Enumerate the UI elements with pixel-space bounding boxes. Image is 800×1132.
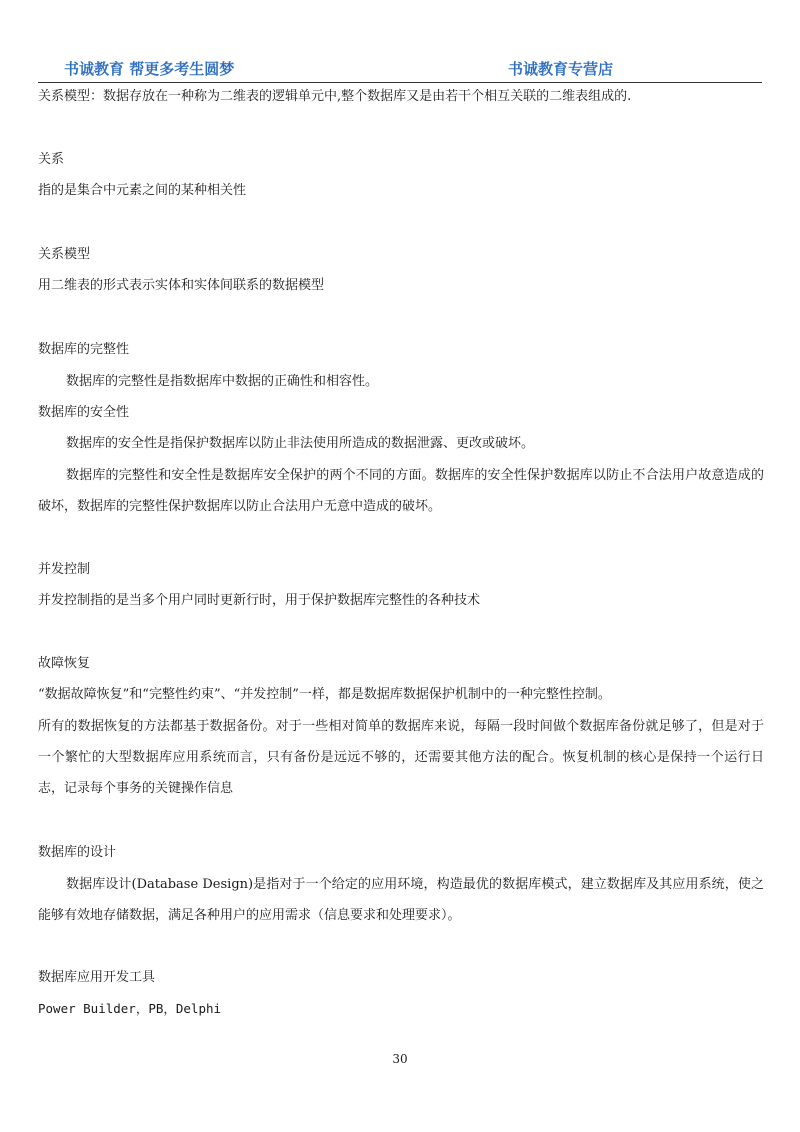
security-heading: 数据库的安全性 xyxy=(38,405,130,420)
tools-heading: 数据库应用开发工具 xyxy=(38,970,156,985)
header-slogan: 书诚教育 帮更多考生圆梦 xyxy=(64,60,235,78)
design-heading: 数据库的设计 xyxy=(38,845,117,860)
recovery-heading: 故障恢复 xyxy=(38,656,91,671)
security-text: 数据库的安全性是指保护数据库以防止非法使用所造成的数据泄露、更改或破坏。 xyxy=(66,436,535,451)
page-number: 30 xyxy=(392,1052,408,1066)
header-store-name: 书诚教育专营店 xyxy=(508,60,614,78)
concurrency-text: 并发控制指的是当多个用户同时更新行时，用于保护数据库完整性的各种技术 xyxy=(38,593,481,608)
integrity-security-comparison: 数据库的完整性和安全性是数据库安全保护的两个不同的方面。数据库的安全性保护数据库以防止不合法用户故意造成的破坏，数据库的完整性保护数据库以防止合法用户无意中造成的破坏。 xyxy=(38,468,764,514)
model-text: 用二维表的形式表示实体和实体间联系的数据模型 xyxy=(38,278,325,293)
page-header xyxy=(38,58,762,83)
integrity-heading: 数据库的完整性 xyxy=(38,342,130,357)
relational-model-definition: 关系模型：数据存放在一种称为二维表的逻辑单元中,整个数据库又是由若干个相互关联的二维表组成的. xyxy=(38,89,632,104)
concurrency-heading: 并发控制 xyxy=(38,562,91,577)
relation-text: 指的是集合中元素之间的某种相关性 xyxy=(38,183,247,198)
recovery-text-1: “数据故障恢复”和“完整性约束”、“并发控制”一样，都是数据库数据保护机制中的一种完整性控制。 xyxy=(38,687,611,702)
model-heading: 关系模型 xyxy=(38,247,91,262)
recovery-text-2: 所有的数据恢复的方法都基于数据备份。对于一些相对简单的数据库来说，每隔一段时间做个数据库备份就足够了，但是对于一个繁忙的大型数据库应用系统而言，只有备份是远远不够的，还需要其他方法的配合。恢复机制的核心是保持一个运行日志，记录每个事务的关键操作信息 xyxy=(38,719,764,796)
tools-text: Power Builder，PB，Delphi xyxy=(38,1001,222,1016)
relation-heading: 关系 xyxy=(38,152,65,167)
design-text: 数据库设计(Database Design)是指对于一个给定的应用环境，构造最优的数据库模式，建立数据库及其应用系统，使之能够有效地存储数据，满足各种用户的应用需求（信息要求和处理要求）。 xyxy=(38,877,764,923)
integrity-text: 数据库的完整性是指数据库中数据的正确性和相容性。 xyxy=(66,374,379,389)
